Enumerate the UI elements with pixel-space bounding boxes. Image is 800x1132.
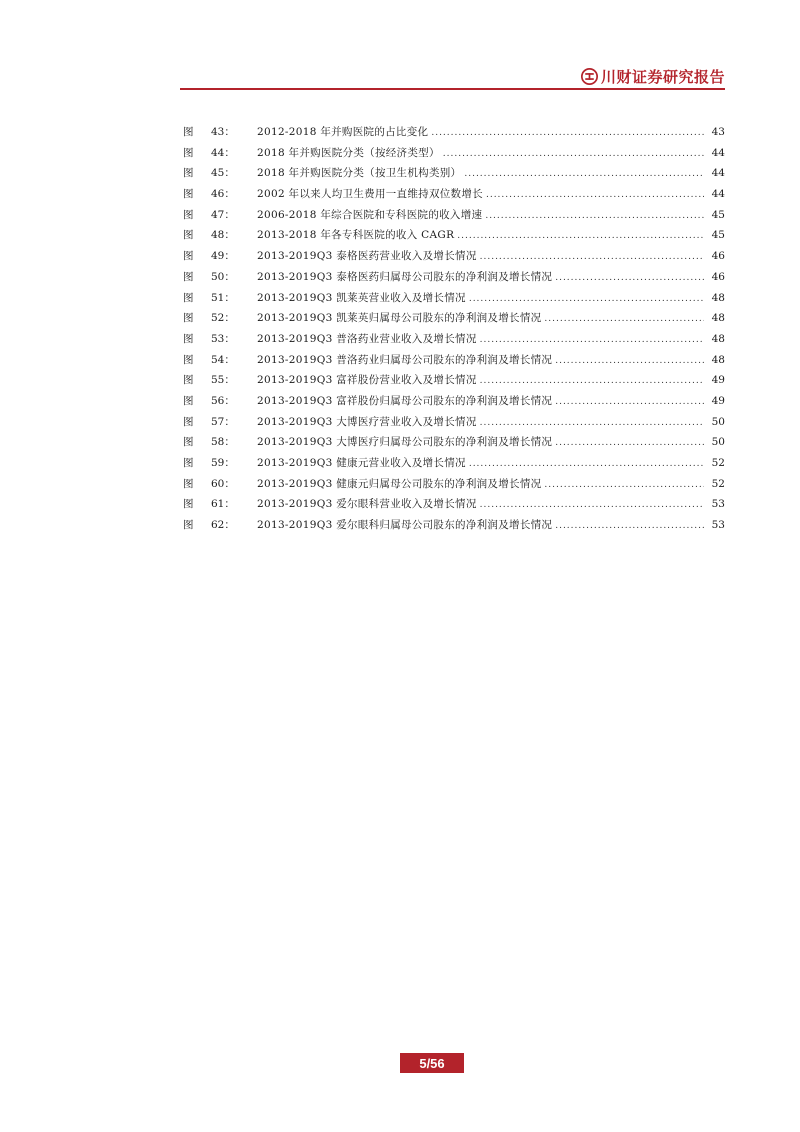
figure-title: 2013-2019Q3 富祥股份营业收入及增长情况 (257, 374, 477, 387)
figure-title: 2013-2019Q3 富祥股份归属母公司股东的净利润及增长情况 (257, 394, 553, 407)
figure-word: 图 (183, 250, 194, 263)
toc-entry[interactable] (183, 434, 725, 455)
page-number: 43 (711, 126, 725, 138)
figure-word: 图 (183, 229, 194, 242)
figure-number: 58： (211, 436, 235, 449)
figure-label (183, 207, 257, 222)
figure-label (183, 165, 257, 180)
figure-word: 图 (183, 167, 194, 180)
figure-label (183, 455, 257, 470)
figure-number: 43： (211, 126, 235, 138)
figure-label (183, 414, 257, 429)
figure-label (183, 248, 257, 263)
dot-leader (480, 335, 704, 345)
page-number: 49 (711, 394, 725, 407)
figure-label (183, 434, 257, 449)
page-number: 52 (711, 477, 725, 490)
brand (581, 66, 725, 87)
toc-entry[interactable] (183, 207, 725, 228)
toc-entry[interactable] (183, 372, 725, 393)
figure-word: 图 (183, 457, 194, 469)
figure-word: 图 (183, 436, 194, 449)
figure-label (183, 186, 257, 201)
figure-word: 图 (183, 332, 194, 345)
figure-word: 图 (183, 477, 194, 490)
figure-label (183, 269, 257, 284)
figure-title: 2013-2019Q3 普洛药业归属母公司股东的净利润及增长情况 (257, 353, 553, 366)
figure-title: 2002 年以来人均卫生费用一直维持双位数增长 (257, 188, 483, 201)
figure-title: 2013-2019Q3 健康元归属母公司股东的净利润及增长情况 (257, 477, 542, 490)
figure-list (183, 124, 725, 538)
figure-number: 55： (211, 374, 235, 387)
toc-entry[interactable] (183, 227, 725, 248)
toc-entry[interactable] (183, 517, 725, 538)
page-number: 44 (711, 146, 725, 159)
figure-label (183, 517, 257, 532)
figure-number: 45： (211, 167, 235, 180)
page-number: 49 (711, 374, 725, 387)
figure-title: 2013-2019Q3 健康元营业收入及增长情况 (257, 457, 466, 469)
company-logo-icon (581, 68, 598, 85)
figure-label (183, 476, 257, 491)
figure-title: 2013-2019Q3 爱尔眼科营业收入及增长情况 (257, 498, 477, 511)
figure-number: 59： (211, 457, 235, 469)
page-number: 45 (711, 229, 725, 242)
figure-title: 2013-2019Q3 爱尔眼科归属母公司股东的净利润及增长情况 (257, 519, 553, 532)
figure-word: 图 (183, 126, 194, 138)
dot-leader (480, 376, 704, 386)
page-number: 52 (711, 457, 725, 469)
dot-leader (544, 314, 704, 324)
figure-number: 52： (211, 312, 235, 325)
page-number: 46 (711, 270, 725, 283)
figure-word: 图 (183, 188, 194, 201)
page-number: 44 (711, 188, 725, 201)
brand-name: 川财证券研究报告 (600, 68, 725, 86)
figure-word: 图 (183, 312, 194, 325)
figure-number: 44： (211, 146, 235, 159)
toc-entry[interactable] (183, 331, 725, 352)
figure-number: 62： (211, 519, 235, 532)
page-header (180, 64, 725, 90)
figure-number: 46： (211, 188, 235, 201)
toc-entry[interactable] (183, 145, 725, 166)
page-number: 48 (711, 332, 725, 345)
figure-label (183, 227, 257, 242)
dot-leader (555, 273, 704, 283)
toc-entry[interactable] (183, 476, 725, 497)
figure-title: 2013-2018 年各专科医院的收入 CAGR (257, 229, 455, 242)
figure-title: 2013-2019Q3 泰格医药归属母公司股东的净利润及增长情况 (257, 270, 553, 283)
figure-number: 54： (211, 353, 235, 366)
dot-leader (469, 459, 704, 469)
dot-leader (443, 149, 704, 159)
toc-entry[interactable] (183, 269, 725, 290)
figure-number: 48： (211, 229, 235, 242)
page-number: 53 (711, 519, 725, 532)
toc-entry[interactable] (183, 393, 725, 414)
page-number: 50 (711, 436, 725, 449)
figure-title: 2013-2019Q3 大博医疗归属母公司股东的净利润及增长情况 (257, 436, 553, 449)
figure-number: 51： (211, 291, 235, 304)
figure-title: 2013-2019Q3 凯莱英营业收入及增长情况 (257, 291, 466, 304)
dot-leader (555, 356, 704, 366)
toc-entry[interactable] (183, 352, 725, 373)
figure-word: 图 (183, 374, 194, 387)
figure-label (183, 393, 257, 408)
dot-leader (457, 231, 704, 241)
dot-leader (486, 190, 704, 200)
toc-entry[interactable] (183, 496, 725, 517)
header-divider (180, 88, 725, 90)
toc-entry[interactable] (183, 455, 725, 476)
figure-word: 图 (183, 353, 194, 366)
figure-title: 2018 年并购医院分类（按卫生机构类别） (257, 167, 462, 180)
dot-leader (480, 500, 704, 510)
page-number: 48 (711, 353, 725, 366)
page-number: 46 (711, 250, 725, 263)
figure-word: 图 (183, 415, 194, 428)
dot-leader (544, 480, 704, 490)
dot-leader (480, 252, 704, 262)
figure-word: 图 (183, 208, 194, 221)
dot-leader (485, 211, 704, 221)
figure-label (183, 372, 257, 387)
figure-title: 2006-2018 年综合医院和专科医院的收入增速 (257, 208, 483, 221)
page-number: 48 (711, 291, 725, 304)
figure-word: 图 (183, 291, 194, 304)
figure-word: 图 (183, 498, 194, 511)
figure-title: 2012-2018 年并购医院的占比变化 (257, 126, 429, 138)
toc-entry[interactable] (183, 124, 725, 145)
page-number-badge: 5/56 (400, 1053, 464, 1073)
figure-label (183, 496, 257, 511)
figure-label (183, 310, 257, 325)
dot-leader (555, 521, 704, 531)
dot-leader (431, 128, 704, 138)
figure-word: 图 (183, 270, 194, 283)
toc-entry[interactable] (183, 165, 725, 186)
figure-title: 2018 年并购医院分类（按经济类型） (257, 146, 440, 159)
dot-leader (464, 169, 704, 179)
toc-entry[interactable] (183, 310, 725, 331)
figure-title: 2013-2019Q3 凯莱英归属母公司股东的净利润及增长情况 (257, 312, 542, 325)
figure-label (183, 290, 257, 305)
dot-leader (555, 438, 704, 448)
figure-label (183, 331, 257, 346)
page-number: 50 (711, 415, 725, 428)
figure-number: 53： (211, 332, 235, 345)
page-number: 48 (711, 312, 725, 325)
dot-leader (480, 418, 704, 428)
figure-title: 2013-2019Q3 普洛药业营业收入及增长情况 (257, 332, 477, 345)
page-number: 45 (711, 208, 725, 221)
figure-number: 49： (211, 250, 235, 263)
figure-number: 57： (211, 415, 235, 428)
figure-number: 50： (211, 270, 235, 283)
toc-entry[interactable] (183, 290, 725, 311)
dot-leader (469, 294, 704, 304)
page-number: 44 (711, 167, 725, 180)
figure-number: 56： (211, 394, 235, 407)
figure-label (183, 124, 257, 139)
figure-word: 图 (183, 394, 194, 407)
figure-number: 60： (211, 477, 235, 490)
figure-word: 图 (183, 519, 194, 532)
figure-number: 61： (211, 498, 235, 511)
toc-entry[interactable] (183, 414, 725, 435)
toc-entry[interactable] (183, 248, 725, 269)
figure-label (183, 352, 257, 367)
page-number: 53 (711, 498, 725, 511)
dot-leader (555, 397, 704, 407)
figure-label (183, 145, 257, 160)
figure-number: 47： (211, 208, 235, 221)
toc-entry[interactable] (183, 186, 725, 207)
figure-title: 2013-2019Q3 泰格医药营业收入及增长情况 (257, 250, 477, 263)
figure-title: 2013-2019Q3 大博医疗营业收入及增长情况 (257, 415, 477, 428)
figure-word: 图 (183, 146, 194, 159)
